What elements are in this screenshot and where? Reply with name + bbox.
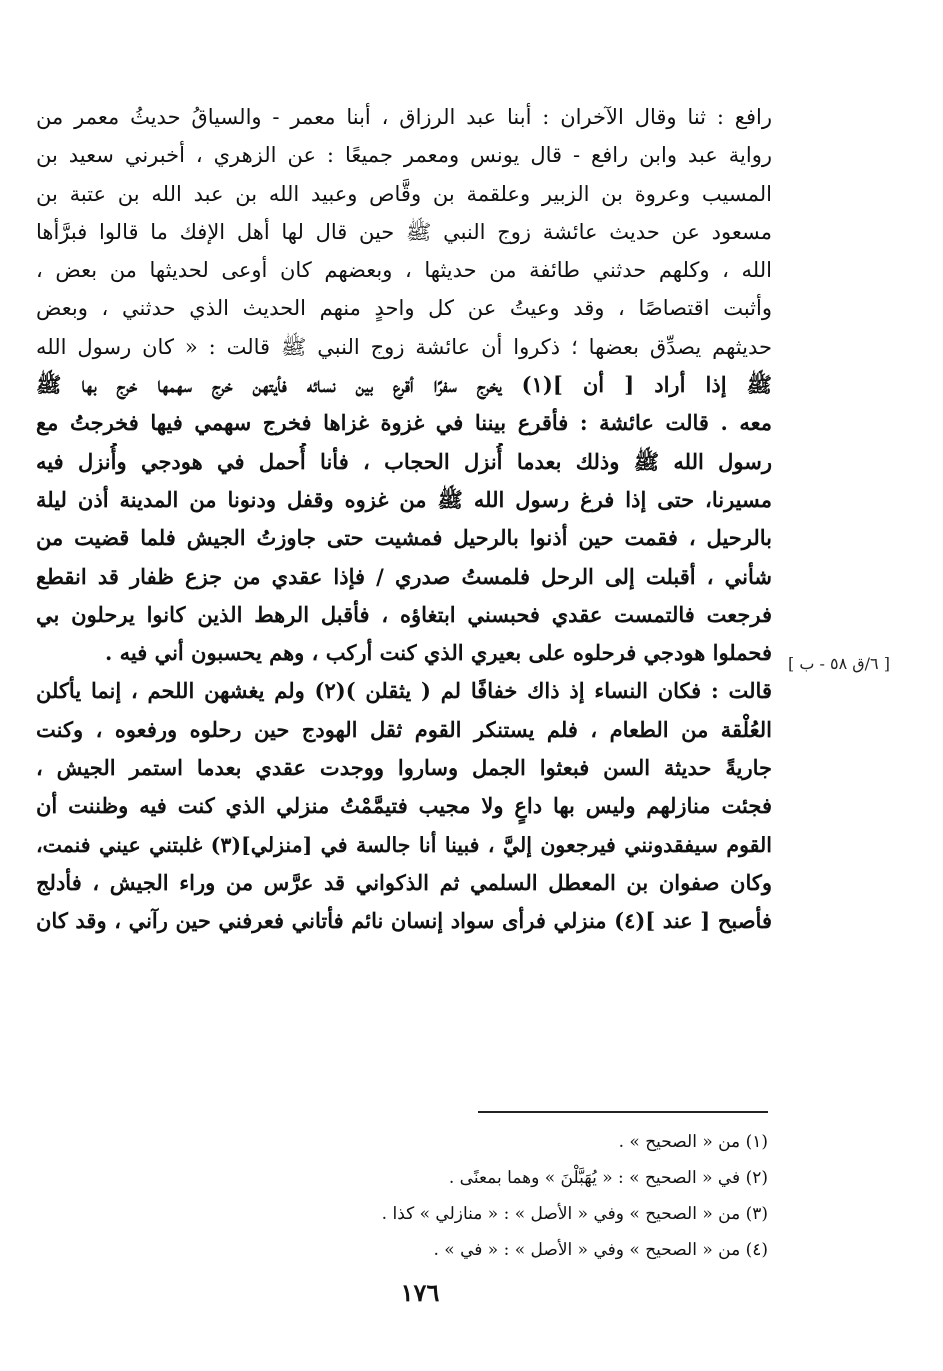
footnote: (١) من « الصحيح » . — [618, 1132, 768, 1152]
text-line: رافع : ثنا وقال الآخران : أبنا عبد الرزاق ، أبنا معمر - والسياقُ حديثُ معمر من — [36, 105, 772, 129]
footnotes — [200, 1124, 768, 1268]
text-line: الله ، وكلهم حدثني طائفة من حديثها ، وبعضهم كان أوعى لحديثها من بعض ، — [36, 258, 772, 283]
text-line: جاريةً حديثة السن فبعثوا الجمل وساروا ووجدت عقدي بعدما استمر الجيش ، — [36, 755, 772, 781]
footnote-divider — [478, 1111, 768, 1113]
text-line: وأثبت اقتصاصًا ، وقد وعيتُ عن كل واحدٍ منهم الحديث الذي حدثني ، وبعض — [36, 296, 772, 321]
footnote: (٣) من « الصحيح » وفي « الأصل » : « منازلي » كذا . — [381, 1204, 768, 1224]
text-line: شأني ، أقبلت إلى الرحل فلمستُ صدري / فإذا عقدي من جزع ظفار قد انقطع — [36, 563, 772, 589]
text-line: العُلْقة من الطعام ، فلم يستنكر القوم ثقل الهودج حين رحلوه ورفعوه ، وكنت — [36, 716, 772, 742]
text-line: فأصبح [ عند ](٤) منزلي فرأى سواد إنسان نائم فأتاني فعرفني حين رآني ، وقد كان — [36, 908, 772, 934]
main-text-block — [36, 98, 772, 941]
text-line: القوم سيفقدونني فيرجعون إليَّ ، فبينا أنا جالسة في [منزلي](٣) غلبتني عيني فنمت، — [36, 832, 772, 857]
footnote: (٢) في « الصحيح » : « يُهَبَّلْنَ » وهما بمعنًى . — [448, 1168, 768, 1188]
text-line: رسول الله ﷺ وذلك بعدما أُنزل الحجاب ، فأنا أُحمل في هودجي وأُنزل فيه — [36, 448, 772, 474]
text-line: قالت : فكان النساء إذ ذاك خفافًا لم ( يثقلن )(٢) ولم يغشهن اللحم ، إنما يأكلن — [36, 678, 772, 704]
text-line: حديثهم يصدِّق بعضها ؛ ذكروا أن عائشة زوج النبي ﷺ قالت : « كان رسول الله — [36, 334, 772, 359]
text-line: بالرحيل ، فقمت حين أذنوا بالرحيل فمشيت حتى جاوزتُ الجيش فلما قضيت من — [36, 525, 772, 551]
text-line: مسعود عن حديث عائشة زوج النبي ﷺ حين قال لها أهل الإفك ما قالوا فبرَّأها — [36, 219, 772, 244]
text-line: مسيرنا، حتى إذا فرغ رسول الله ﷺ من غزوه وقفل ودنونا من المدينة أذن ليلة — [36, 486, 772, 512]
page-number: ١٧٦ — [400, 1278, 440, 1307]
footnote: (٤) من « الصحيح » وفي « الأصل » : « في » . — [433, 1240, 768, 1260]
text-line: فرجعت فالتمست عقدي فحبسني ابتغاؤه ، فأقبل الرهط الذين كانوا يرحلون بي — [36, 601, 772, 627]
manuscript-folio-note: [ ٦/ق ٥٨ - ب ] — [788, 654, 890, 673]
text-line: فجئت منازلهم وليس بها داعٍ ولا مجيب فتيمَّمْتُ منزلي الذي كنت فيه وظننت أن — [36, 793, 772, 819]
text-line: رواية عبد وابن رافع - قال يونس ومعمر جميعًا : عن الزهري ، أخبرني سعيد بن — [36, 143, 772, 168]
text-line: معه . قالت عائشة : فأقرع بيننا في غزوة غزاها فخرج سهمي فيها فخرجتُ مع — [36, 410, 772, 436]
text-line: المسيب وعروة بن الزبير وعلقمة بن وقَّاص وعبيد الله بن عبد الله بن عتبة بن — [36, 181, 772, 206]
text-line: ﷺ إذا أراد [ أن ](١) يخرج سفرًا أقرع بين نسائه فأيتهن خرج سهمها خرج بها ﷺ — [36, 372, 772, 398]
text-line: وكان صفوان بن المعطل السلمي ثم الذكواني قد عرَّس من وراء الجيش ، فأدلج — [36, 869, 772, 895]
text-line: فحملوا هودجي فرحلوه على بعيري الذي كنت أركب ، وهم يحسبون أني فيه . — [105, 640, 772, 666]
